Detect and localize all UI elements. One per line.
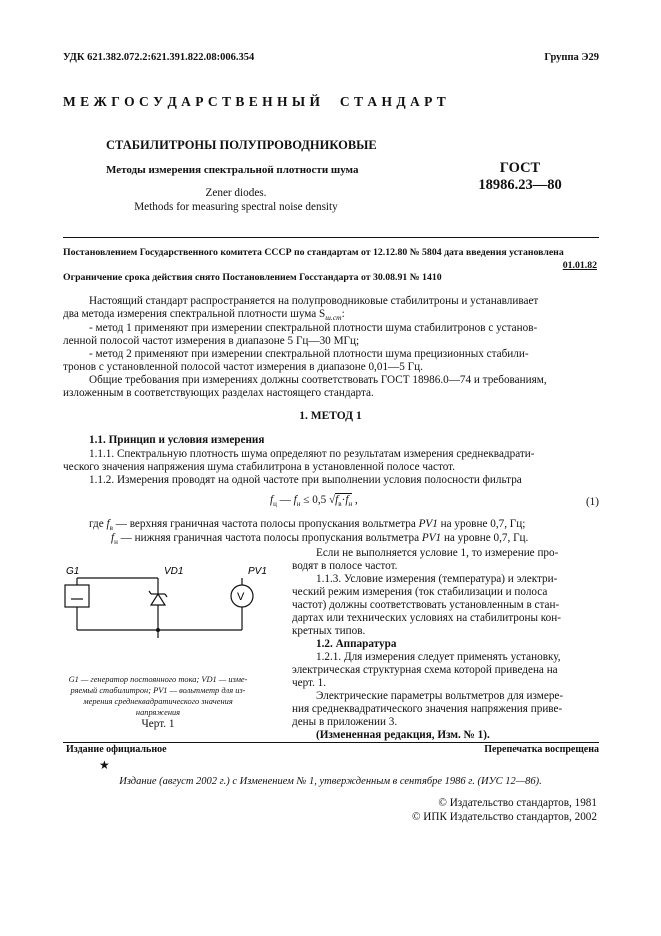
reprint-prohibited: Перепечатка воспрещена — [484, 744, 599, 755]
paragraph-line: Если не выполняется условие 1, то измерение про- — [316, 547, 559, 559]
paragraph-line: 1.2.1. Для измерения следует применять установку, — [316, 651, 561, 663]
figure-caption: G1 — генератор постоянного тока; VD1 — изме- ряемый стабилитрон; PV1 — вольтметр для из- мерения среднеквадратического значения напряжения — [68, 675, 248, 717]
paragraph-line: 1.1.2. Измерения проводят на одной частоте при выполнении условия полосности фильтра — [89, 474, 522, 486]
g1-label: G1 — [66, 566, 80, 577]
official-edition: Издание официальное — [66, 744, 167, 755]
restriction-line: Ограничение срока действия снято Постановлением Госстандарта от 30.08.91 № 1410 — [63, 272, 442, 283]
copyright-2002: © ИПК Издательство стандартов, 2002 — [411, 811, 597, 823]
paragraph-line: Электрические параметры вольтметров для измере- — [316, 690, 564, 702]
circuit-diagram — [60, 560, 280, 660]
udk-code: УДК 621.382.072.2:621.391.822.08:006.354 — [63, 52, 255, 63]
paragraph-line: черт. 1. — [292, 677, 327, 689]
gost-number: 18986.23—80 — [478, 177, 562, 193]
paragraph-line: частот) должны соответствовать установленным в стан- — [292, 599, 560, 611]
vd1-label: VD1 — [164, 566, 184, 577]
decree-line: Постановлением Государственного комитета СССР по стандартам от 12.12.80 № 5804 дата введения установлена — [63, 247, 564, 258]
subsection-heading: 1.1. Принцип и условия измерения — [89, 434, 265, 446]
divider-line — [63, 237, 599, 238]
subsection-heading: 1.2. Аппаратура — [316, 638, 397, 650]
paragraph-line: ния среднеквадратического значения напряжения приве- — [292, 703, 563, 715]
standard-banner: М Е Ж Г О С У Д А Р С Т В Е Н Н Ы Й С Т А Н Д А Р Т — [63, 94, 447, 109]
paragraph-line: электрическая структурная схема которой приведена на — [292, 664, 558, 676]
general-req-line: Общие требования при измерениях должны соответствовать ГОСТ 18986.0—74 и требованиям, — [89, 374, 547, 386]
gost-label: ГОСТ — [499, 160, 541, 176]
paragraph-line: ческого значения напряжения шума стабилитрона в установленной полосе частот. — [63, 461, 456, 473]
paragraph-line: ческий режим измерения (ток стабилизации и полоса — [292, 586, 548, 598]
amendment-note: (Измененная редакция, Изм. № 1). — [316, 729, 490, 741]
method2-line: тронов с установленной полосой частот измерения в диапазоне 0,01—5 Гц. — [63, 361, 423, 373]
paragraph-line: дены в приложении 3. — [292, 716, 398, 728]
intro-line: два метода измерения спектральной плотности шума $S_{ш.ст}$: — [63, 308, 345, 323]
generator-symbol — [65, 585, 89, 607]
copyright-1981: © Издательство стандартов, 1981 — [438, 797, 597, 809]
method2-line: - метод 2 применяют при измерении спектральной плотности шума прецизионных стабили- — [89, 348, 529, 360]
intro-line: Настоящий стандарт распространяется на полупроводниковые стабилитроны и устанавливает — [89, 295, 539, 307]
formula: $f_ц$ — $f_н \le 0,5$ $√f_в\cdot f_н$ , — [270, 494, 358, 509]
group-code: Группа Э29 — [544, 52, 599, 63]
paragraph-line: 1.1.1. Спектральную плотность шума определяют по результатам измерения среднеквадрати- — [89, 448, 535, 460]
general-req-line: изложенным в соответствующих разделах настоящего стандарта. — [63, 387, 374, 399]
document-title: СТАБИЛИТРОНЫ ПОЛУПРОВОДНИКОВЫЕ — [106, 138, 377, 152]
figure-number: Черт. 1 — [141, 718, 175, 730]
where-line: $f_н$ — нижняя граничная частота полосы пропускания вольтметра PV1 на уровне 0,7, Гц. — [111, 532, 529, 547]
paragraph-line: кретных типов. — [292, 625, 366, 637]
edition-note: Издание (август 2002 г.) с Изменением № 1, утвержденным в сентябре 1986 г. (ИУС 12—86). — [119, 776, 542, 787]
zener-diode-symbol — [151, 594, 165, 605]
footer-divider — [63, 742, 599, 743]
formula-number: (1) — [585, 496, 599, 508]
method1-line: ленной полосой частот измерения в диапазоне 5 Гц—30 МГц; — [63, 335, 360, 347]
where-line: где $f_в$ — верхняя граничная частота полосы пропускания вольтметра PV1 на уровне 0,7, Гц; — [89, 518, 526, 533]
meter-label: V — [237, 591, 245, 603]
section-heading: 1. МЕТОД 1 — [299, 410, 362, 422]
english-title-line1: Zener diodes. — [205, 187, 267, 199]
document-subtitle: Методы измерения спектральной плотности шума — [106, 164, 359, 176]
method1-line: - метод 1 применяют при измерении спектральной плотности шума стабилитронов с установ- — [89, 322, 538, 334]
paragraph-line: дартах или технических условиях на стабилитроны кон- — [292, 612, 561, 624]
decree-date: 01.01.82 — [562, 260, 597, 271]
pv1-label: PV1 — [248, 566, 267, 577]
paragraph-line: 1.1.3. Условие измерения (температура) и электри- — [316, 573, 558, 585]
star-icon: ★ — [99, 758, 110, 772]
english-title-line2: Methods for measuring spectral noise density — [134, 201, 338, 213]
paragraph-line: водят в полосе частот. — [292, 560, 398, 572]
